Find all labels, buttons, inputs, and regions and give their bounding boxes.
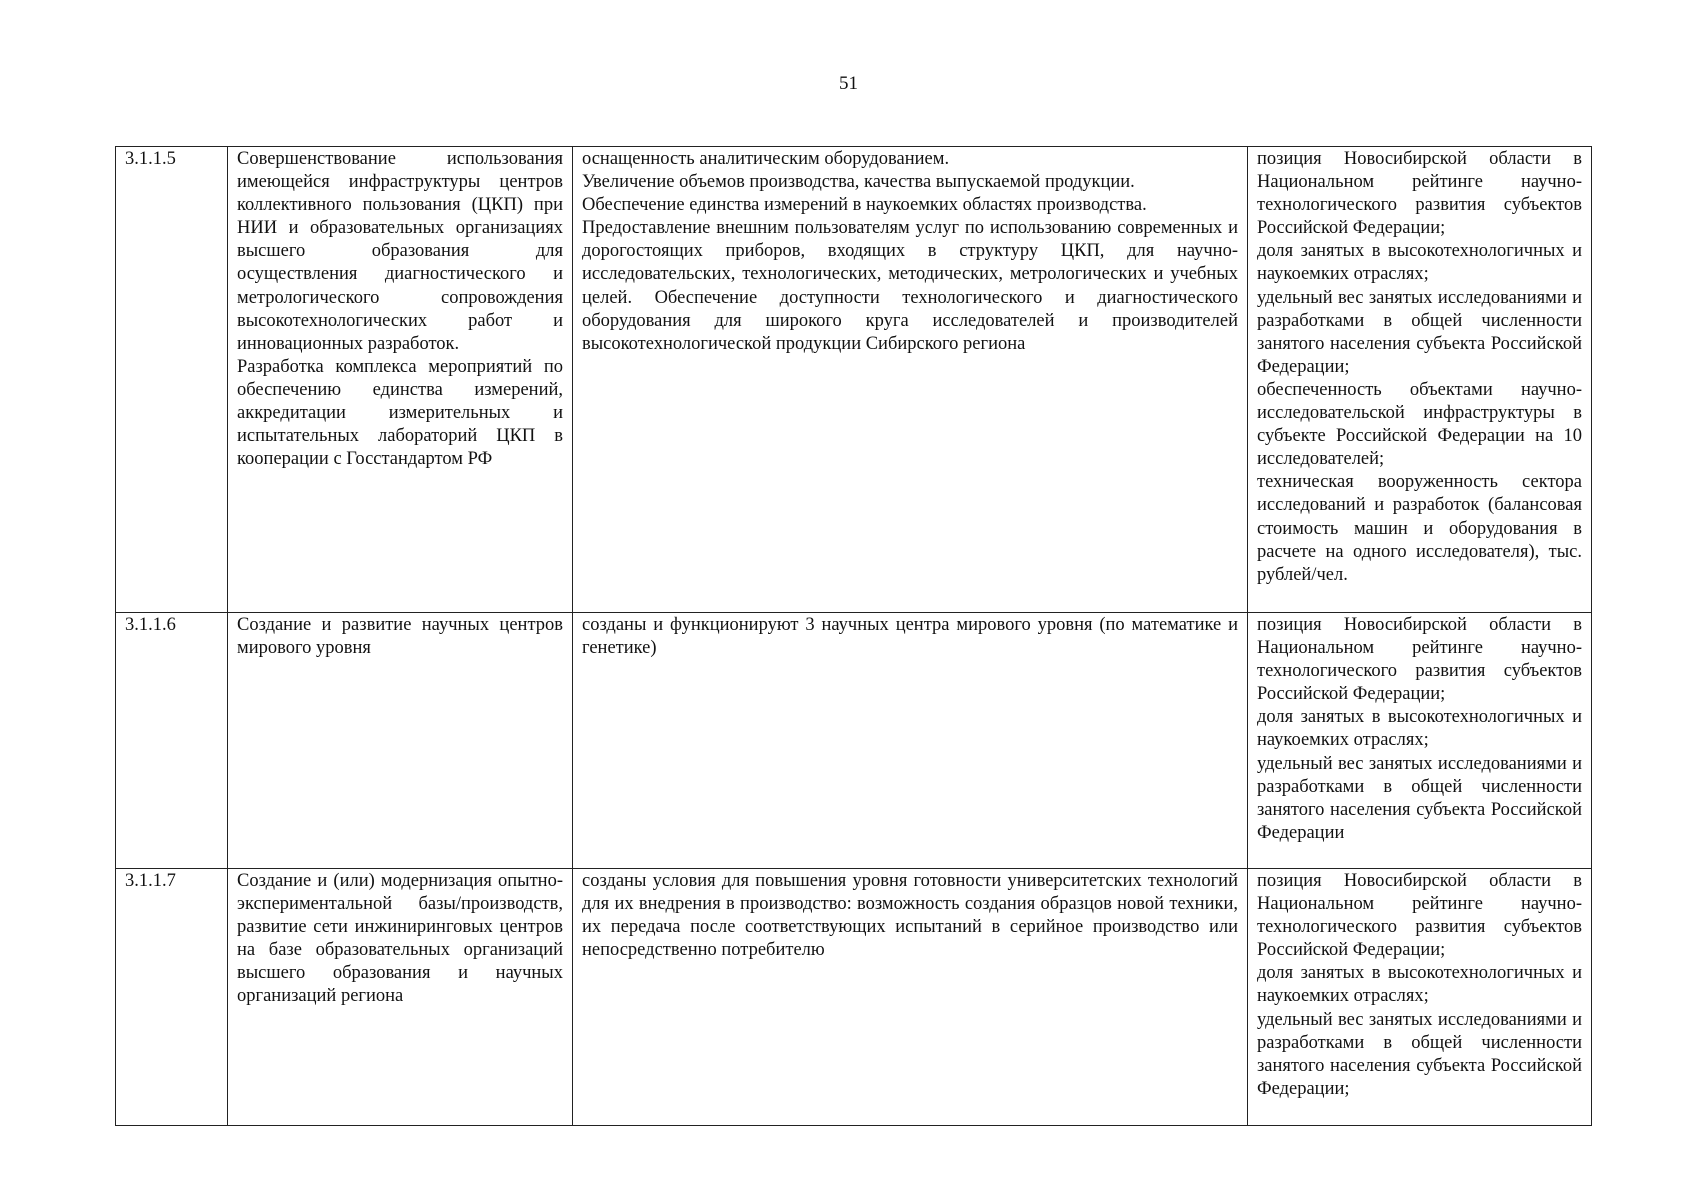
indicator-text: доля занятых в высокотехнологичных и наукоемких отраслях;	[1257, 241, 1582, 285]
indicator-text: удельный вес занятых исследованиями и разработками в общей численности занятого населения субъекта Российской Федерации;	[1257, 287, 1582, 377]
row-code: 3.1.1.6	[116, 613, 228, 869]
expected-result-cell	[573, 147, 1248, 613]
indicators-cell	[1248, 147, 1592, 613]
table-row	[116, 147, 1592, 613]
indicator-text: позиция Новосибирской области в Национальном рейтинге научно-технологического развития субъектов Российской Федерации;	[1257, 149, 1582, 239]
row-code: 3.1.1.7	[116, 869, 228, 1126]
measure-name-text: Создание и развитие научных центров мирового уровня	[237, 615, 563, 659]
expected-result-text: Обеспечение единства измерений в наукоемких областях производства.	[582, 195, 1147, 216]
indicators-cell	[1248, 613, 1592, 869]
expected-result-text: оснащенность аналитическим оборудованием.	[582, 149, 950, 169]
measure-name-text: Создание и (или) модернизация опытно-экспериментальной базы/производств, развитие сети инжиниринговых центров на базе образовательных организаций высшего образования и научных организаций региона	[237, 871, 563, 1007]
measures-table	[115, 146, 1592, 1126]
indicator-text: доля занятых в высокотехнологичных и наукоемких отраслях;	[1257, 707, 1582, 751]
expected-result-cell	[573, 613, 1248, 869]
indicator-text: техническая вооруженность сектора исследований и разработок (балансовая стоимость машин и оборудования в расчете на одного исследователя), тыс. рублей/чел.	[1257, 472, 1582, 585]
row-code: 3.1.1.5	[116, 147, 228, 613]
indicator-text: позиция Новосибирской области в Национальном рейтинге научно-технологического развития субъектов Российской Федерации;	[1257, 871, 1582, 961]
indicator-text: удельный вес занятых исследованиями и разработками в общей численности занятого населения субъекта Российской Федерации;	[1257, 1009, 1582, 1099]
measure-name-cell	[228, 613, 573, 869]
table-row	[116, 869, 1592, 1126]
measure-name-text: Совершенствование использования имеющейся инфраструктуры центров коллективного пользования (ЦКП) при НИИ и образовательных организациях высшего образования для осуществления диагностического и метрологического сопровождения высокотехнологических работ и инновационных разработок.	[237, 149, 563, 354]
expected-result-text: созданы условия для повышения уровня готовности университетских технологий для их внедрения в производство: возможность создания образцов новой техники, их передача после соответствующих испытаний в серийное производство или непосредственно потребителю	[582, 871, 1238, 961]
measure-name-cell	[228, 869, 573, 1126]
table-row	[116, 613, 1592, 869]
measure-name-text: Разработка комплекса мероприятий по обеспечению единства измерений, аккредитации измерительных и испытательных лабораторий ЦКП в кооперации с Госстандартом РФ	[237, 356, 563, 470]
expected-result-text: Предоставление внешним пользователям услуг по использованию современных и дорогостоящих приборов, входящих в структуру ЦКП, для научно-исследовательских, технологических, методических, метрологических и учебных целей. Обеспечение доступности технологического и диагностического оборудования для широкого круга исследователей и производителей высокотехнологической продукции Сибирского региона	[582, 218, 1238, 354]
indicator-text: удельный вес занятых исследованиями и разработками в общей численности занятого населения субъекта Российской Федерации	[1257, 753, 1582, 843]
indicators-cell	[1248, 869, 1592, 1126]
page-number: 51	[839, 73, 858, 94]
indicator-text: позиция Новосибирской области в Национальном рейтинге научно-технологического развития субъектов Российской Федерации;	[1257, 615, 1582, 705]
expected-result-cell	[573, 869, 1248, 1126]
expected-result-text: Увеличение объемов производства, качества выпускаемой продукции.	[582, 172, 1135, 193]
measure-name-cell	[228, 147, 573, 613]
expected-result-text: созданы и функционируют 3 научных центра мирового уровня (по математике и генетике)	[582, 615, 1238, 659]
indicator-text: обеспеченность объектами научно-исследовательской инфраструктуры в субъекте Российской Федерации на 10 исследователей;	[1257, 379, 1582, 470]
indicator-text: доля занятых в высокотехнологичных и наукоемких отраслях;	[1257, 963, 1582, 1007]
